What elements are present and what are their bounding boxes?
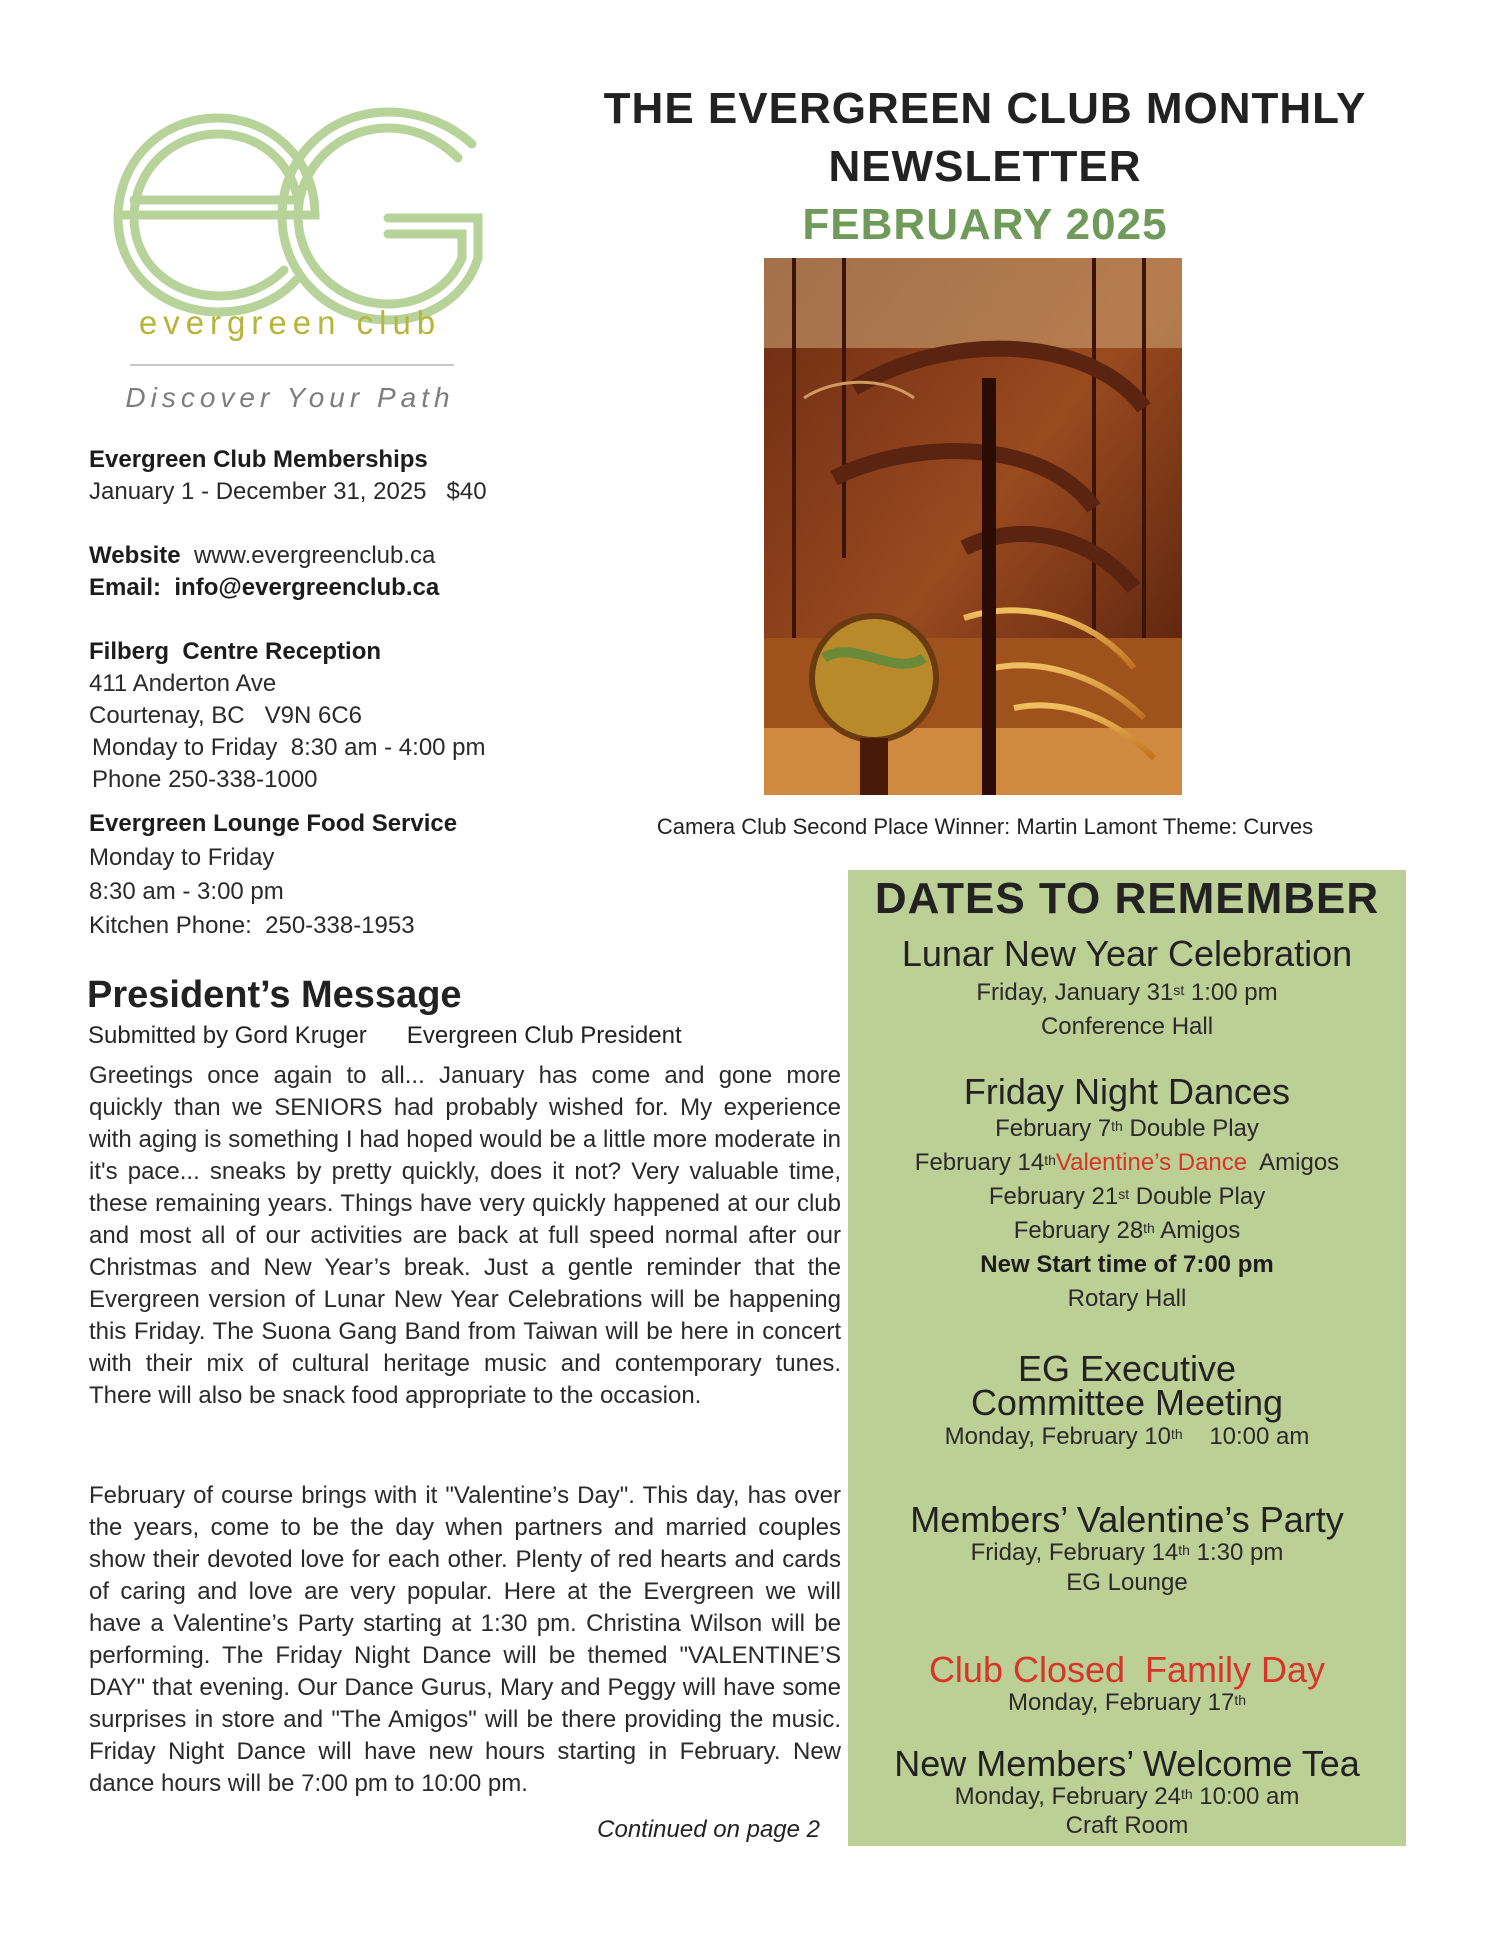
event-date: Friday, February 14 [970, 1539, 1179, 1566]
date-suffix: th [1143, 1220, 1155, 1236]
event-executive-meeting [848, 1348, 1406, 1454]
dance-date: February 14 [914, 1149, 1045, 1176]
event-title: Lunar New Year Celebration [901, 933, 1353, 974]
event-title: Members’ Valentine’s Party [910, 1499, 1344, 1540]
event-date: Monday, February 10 [944, 1423, 1171, 1450]
presidents-message-title: President’s Message [87, 974, 462, 1016]
event-date: Monday, February 24 [954, 1783, 1181, 1810]
memberships-line: January 1 - December 31, 2025 $40 [89, 478, 487, 505]
reception-phone: Phone 250-338-1000 [92, 766, 318, 793]
event-time: 10:00 am [1192, 1783, 1300, 1810]
memberships-block [89, 444, 559, 508]
dance-date: February 21 [988, 1183, 1119, 1210]
event-location: Conference Hall [1040, 1013, 1214, 1040]
date-suffix: th [1234, 1692, 1247, 1708]
dance-band: Amigos [1247, 1149, 1340, 1176]
newsletter-masthead [560, 80, 1410, 254]
website-label: Website [89, 542, 181, 569]
event-title: Club Closed Family Day [928, 1649, 1326, 1690]
valentines-dance-label: Valentine’s Dance [1055, 1149, 1248, 1176]
dance-start-time-note: New Start time of 7:00 pm [980, 1251, 1274, 1278]
masthead-title-line1: THE EVERGREEN CLUB MONTHLY [603, 84, 1367, 133]
dance-band: Amigos [1154, 1217, 1241, 1244]
dates-to-remember-box [848, 870, 1406, 1846]
event-welcome-tea [848, 1743, 1406, 1840]
photo-caption: Camera Club Second Place Winner: Martin Lamont Theme: Curves [656, 814, 1314, 839]
event-location: EG Lounge [1066, 1569, 1188, 1596]
dance-band: Double Play [1122, 1115, 1259, 1142]
dance-date: February 7 [995, 1115, 1112, 1142]
dance-band: Double Play [1129, 1183, 1266, 1210]
masthead-title-line2: NEWSLETTER [828, 142, 1142, 191]
reception-block [89, 636, 559, 796]
reception-hours: Monday to Friday 8:30 am - 4:00 pm [92, 734, 486, 761]
logo-divider [130, 364, 454, 366]
event-time: 10:00 am [1182, 1423, 1310, 1450]
food-phone: Kitchen Phone: 250-338-1953 [89, 912, 415, 939]
contact-block [89, 540, 559, 604]
event-time: 1:00 pm [1184, 979, 1278, 1006]
date-suffix: th [1180, 1786, 1193, 1802]
logo-wordmark: evergreen club [138, 304, 442, 341]
logo-tagline: Discover Your Path [125, 382, 455, 413]
dates-heading: DATES TO REMEMBER [874, 874, 1380, 923]
memberships-title: Evergreen Club Memberships [89, 446, 428, 473]
event-valentines-party [848, 1499, 1406, 1598]
spiral-staircase-photo [764, 258, 1182, 795]
email-link[interactable]: info@evergreenclub.ca [174, 574, 440, 601]
food-days: Monday to Friday [89, 844, 275, 871]
event-title: New Members’ Welcome Tea [894, 1743, 1360, 1784]
date-suffix: th [1178, 1542, 1190, 1558]
dance-date: February 28 [1013, 1217, 1144, 1244]
website-link[interactable]: www.evergreenclub.ca [193, 542, 436, 569]
reception-address1: 411 Anderton Ave [89, 670, 277, 697]
event-location: Craft Room [1065, 1812, 1189, 1839]
event-title: Friday Night Dances [963, 1071, 1291, 1112]
presidents-message-byline: Submitted by Gord Kruger Evergreen Club President [88, 1022, 682, 1049]
event-title-line2: Committee Meeting [970, 1382, 1284, 1423]
food-hours: 8:30 am - 3:00 pm [89, 878, 284, 905]
food-title: Evergreen Lounge Food Service [89, 810, 458, 837]
email-label: Email: [89, 574, 162, 601]
presidents-message-paragraph-1: Greetings once again to all... January has come and gone more quickly than we SENIORS had probably wished for. My experience with aging is something I had hoped would be a little more moderate in it's pace... sneaks by pretty quickly, does it not? Very valuable time, these remaining years. Things have very quickly happened at our club and most all of our activities are back at full speed normal after our Christmas and New Year’s break. Just a gentle reminder that the Evergreen version of Lunar New Year Celebrations will be happening this Friday. The Suona Gang Band from Taiwan will be here in concert with their mix of cultural heritage music and contemporary tunes. There will also be snack food appropriate to the occasion. [89, 1062, 841, 1409]
evergreen-club-logo-icon [100, 100, 490, 420]
event-title: EG Executive [1017, 1348, 1237, 1389]
event-lunar-new-year [848, 933, 1406, 1044]
food-service-block [89, 807, 559, 943]
date-suffix: st [1118, 1186, 1130, 1202]
date-suffix: th [1170, 1426, 1183, 1442]
continued-note: Continued on page 2 [597, 1816, 820, 1843]
event-friday-night-dances [848, 1071, 1406, 1316]
reception-address2: Courtenay, BC V9N 6C6 [89, 702, 363, 729]
event-date: Friday, January 31 [976, 979, 1174, 1006]
date-suffix: th [1044, 1152, 1056, 1168]
event-date: Monday, February 17 [1007, 1689, 1235, 1716]
event-family-day-closed [848, 1649, 1406, 1718]
reception-title: Filberg Centre Reception [89, 638, 382, 665]
date-suffix: st [1173, 982, 1185, 998]
masthead-date: FEBRUARY 2025 [802, 200, 1168, 249]
date-suffix: th [1111, 1118, 1123, 1134]
event-time: 1:30 pm [1189, 1539, 1284, 1566]
presidents-message-paragraph-2: February of course brings with it "Valentine’s Day". This day, has over the years, come to be the day when partners and married couples show their devoted love for each other. Plenty of red hearts and cards of caring and love are very popular. Here at the Evergreen we will have a Valentine’s Party starting at 1:30 pm. Christina Wilson will be performing. The Friday Night Dance will be themed "VALENTINE’S DAY" that evening. Our Dance Gurus, Mary and Peggy will have some surprises in store and "The Amigos" will be there providing the music. Friday Night Dance will have new hours starting in February. New dance hours will be 7:00 pm to 10:00 pm. [89, 1482, 841, 1797]
event-location: Rotary Hall [1067, 1285, 1187, 1312]
